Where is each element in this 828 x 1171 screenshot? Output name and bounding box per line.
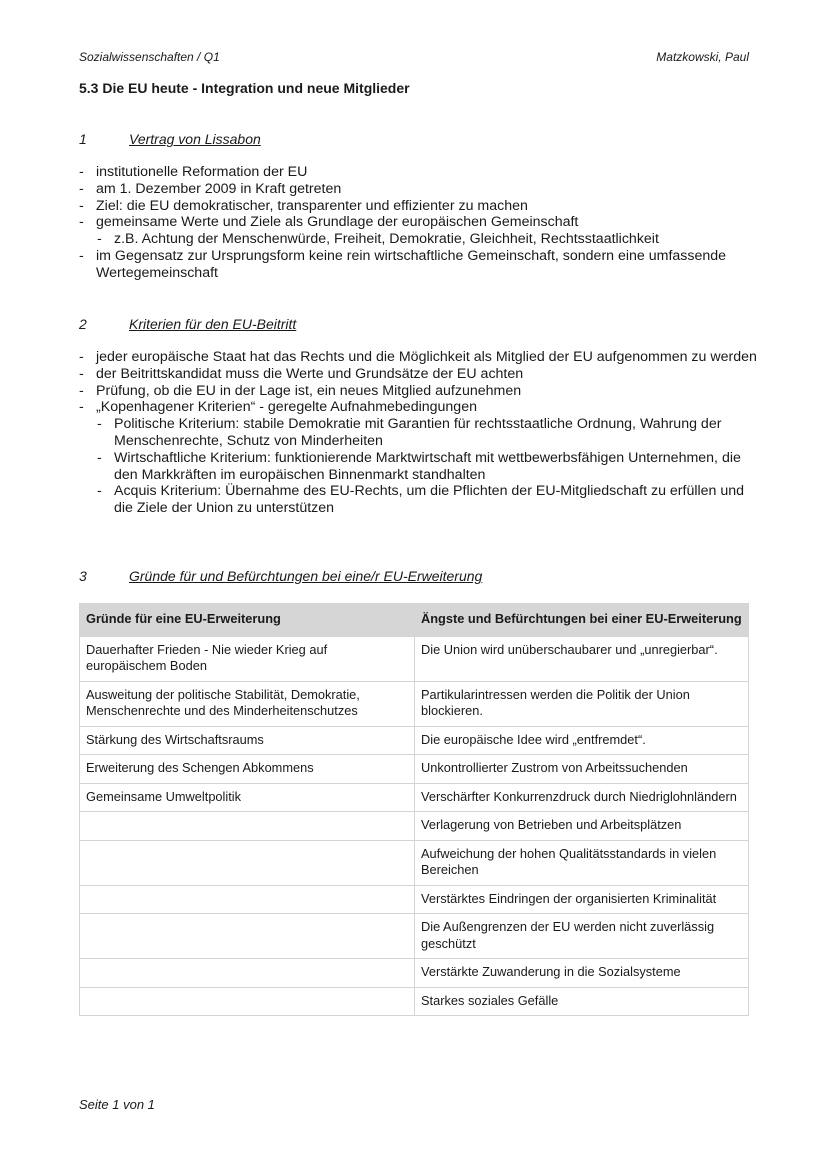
section-heading-3 <box>79 568 482 584</box>
table-cell: Starkes soziales Gefälle <box>415 987 749 1016</box>
table-cell: Verlagerung von Betrieben und Arbeitsplätzen <box>415 812 749 841</box>
table-row <box>80 959 749 988</box>
table-cell: Unkontrollierter Zustrom von Arbeitssuchenden <box>415 755 749 784</box>
table-row <box>80 681 749 726</box>
section-number: 3 <box>79 568 87 584</box>
table-cell: Partikularintressen werden die Politik der Union blockieren. <box>415 681 749 726</box>
table-row <box>80 914 749 959</box>
list-item: - „Kopenhagener Kriterien“ - geregelte Aufnahmebedingungen <box>79 399 477 416</box>
section-number: 2 <box>79 316 87 332</box>
list-item: - der Beitrittskandidat muss die Werte und Grundsätze der EU achten <box>79 365 524 382</box>
table-row <box>80 885 749 914</box>
section-heading-1 <box>79 131 261 147</box>
table-cell: Stärkung des Wirtschaftsraums <box>80 726 415 755</box>
table-cell: Erweiterung des Schengen Abkommens <box>80 755 415 784</box>
table-cell <box>80 914 415 959</box>
table-cell <box>80 885 415 914</box>
list-subitem: - Acquis Kriterium: Übernahme des EU-Rechts, um die Pflichten der EU-Mitgliedschaft zu erfüllen und die Ziele der Union zu unterstützen <box>97 483 745 517</box>
list-subitem: - Politische Kriterium: stabile Demokratie mit Garantien für rechtsstaatliche Ordnung, Wahrung der Menschenrechte, Schutz von Minderheiten <box>97 416 722 449</box>
table-cell <box>80 959 415 988</box>
section-title: Kriterien für den EU-Beitritt <box>129 316 297 332</box>
list-item: - im Gegensatz zur Ursprungsform keine rein wirtschaftliche Gemeinschaft, sondern eine umfassende Wertegemeinschaft <box>79 247 727 281</box>
table-cell: Die Außengrenzen der EU werden nicht zuverlässig geschützt <box>415 914 749 959</box>
list-item: - institutionelle Reformation der EU <box>79 164 308 180</box>
column-header-fears: Ängste und Befürchtungen bei einer EU-Erweiterung <box>415 604 749 637</box>
table-row <box>80 783 749 812</box>
table-cell: Verstärkte Zuwanderung in die Sozialsysteme <box>415 959 749 988</box>
table-cell: Ausweitung der politische Stabilität, Demokratie, Menschenrechte und des Minderheitenschutzes <box>80 681 415 726</box>
header-subject: Sozialwissenschaften / Q1 <box>79 50 220 64</box>
table-row <box>80 987 749 1016</box>
table-cell: Die Union wird unüberschaubarer und „unregierbar“. <box>415 636 749 681</box>
page-footer: Seite 1 von 1 <box>79 1097 155 1112</box>
list-item: - gemeinsame Werte und Ziele als Grundlage der europäischen Gemeinschaft <box>79 214 579 231</box>
section-2-list <box>79 349 759 517</box>
column-header-reasons: Gründe für eine EU-Erweiterung <box>80 604 415 637</box>
table-cell: Dauerhafter Frieden - Nie wieder Krieg auf europäischem Boden <box>80 636 415 681</box>
table-row <box>80 636 749 681</box>
table-cell: Gemeinsame Umweltpolitik <box>80 783 415 812</box>
page-title: 5.3 Die EU heute - Integration und neue Mitglieder <box>79 80 410 96</box>
list-item: - Prüfung, ob die EU in der Lage ist, ein neues Mitglied aufzunehmen <box>79 382 522 399</box>
table-cell <box>80 812 415 841</box>
table-header-row <box>80 604 749 637</box>
table-cell <box>80 840 415 885</box>
header-author: Matzkowski, Paul <box>656 50 749 64</box>
table-row <box>80 840 749 885</box>
table-cell: Aufweichung der hohen Qualitätsstandards in vielen Bereichen <box>415 840 749 885</box>
section-title: Vertrag von Lissabon <box>129 131 261 147</box>
list-item: - am 1. Dezember 2009 in Kraft getreten <box>79 180 342 197</box>
section-1-list <box>79 164 759 282</box>
table-row <box>80 755 749 784</box>
table-cell: Die europäische Idee wird „entfremdet“. <box>415 726 749 755</box>
section-title: Gründe für und Befürchtungen bei eine/r EU-Erweiterung <box>129 568 483 584</box>
section-heading-2 <box>79 316 296 332</box>
list-item: - jeder europäische Staat hat das Rechts und die Möglichkeit als Mitglied der EU aufgenommen zu werden <box>79 349 757 365</box>
section-number: 1 <box>79 131 87 147</box>
list-item: - Ziel: die EU demokratischer, transparenter und effizienter zu machen <box>79 197 528 214</box>
list-subitem: - z.B. Achtung der Menschenwürde, Freiheit, Demokratie, Gleichheit, Rechtsstaatlichkeit <box>97 231 659 248</box>
table-cell: Verstärktes Eindringen der organisierten Kriminalität <box>415 885 749 914</box>
table-cell: Verschärfter Konkurrenzdruck durch Niedriglohnländern <box>415 783 749 812</box>
table-row <box>80 812 749 841</box>
table-cell <box>80 987 415 1016</box>
table-row <box>80 726 749 755</box>
list-subitem: - Wirtschaftliche Kriterium: funktionierende Marktwirtschaft mit wettbewerbsfähigen Unternehmen, die den Markkräften im europäischen Binnenmarkt standhalten <box>97 449 741 483</box>
eu-expansion-table <box>79 603 749 1016</box>
